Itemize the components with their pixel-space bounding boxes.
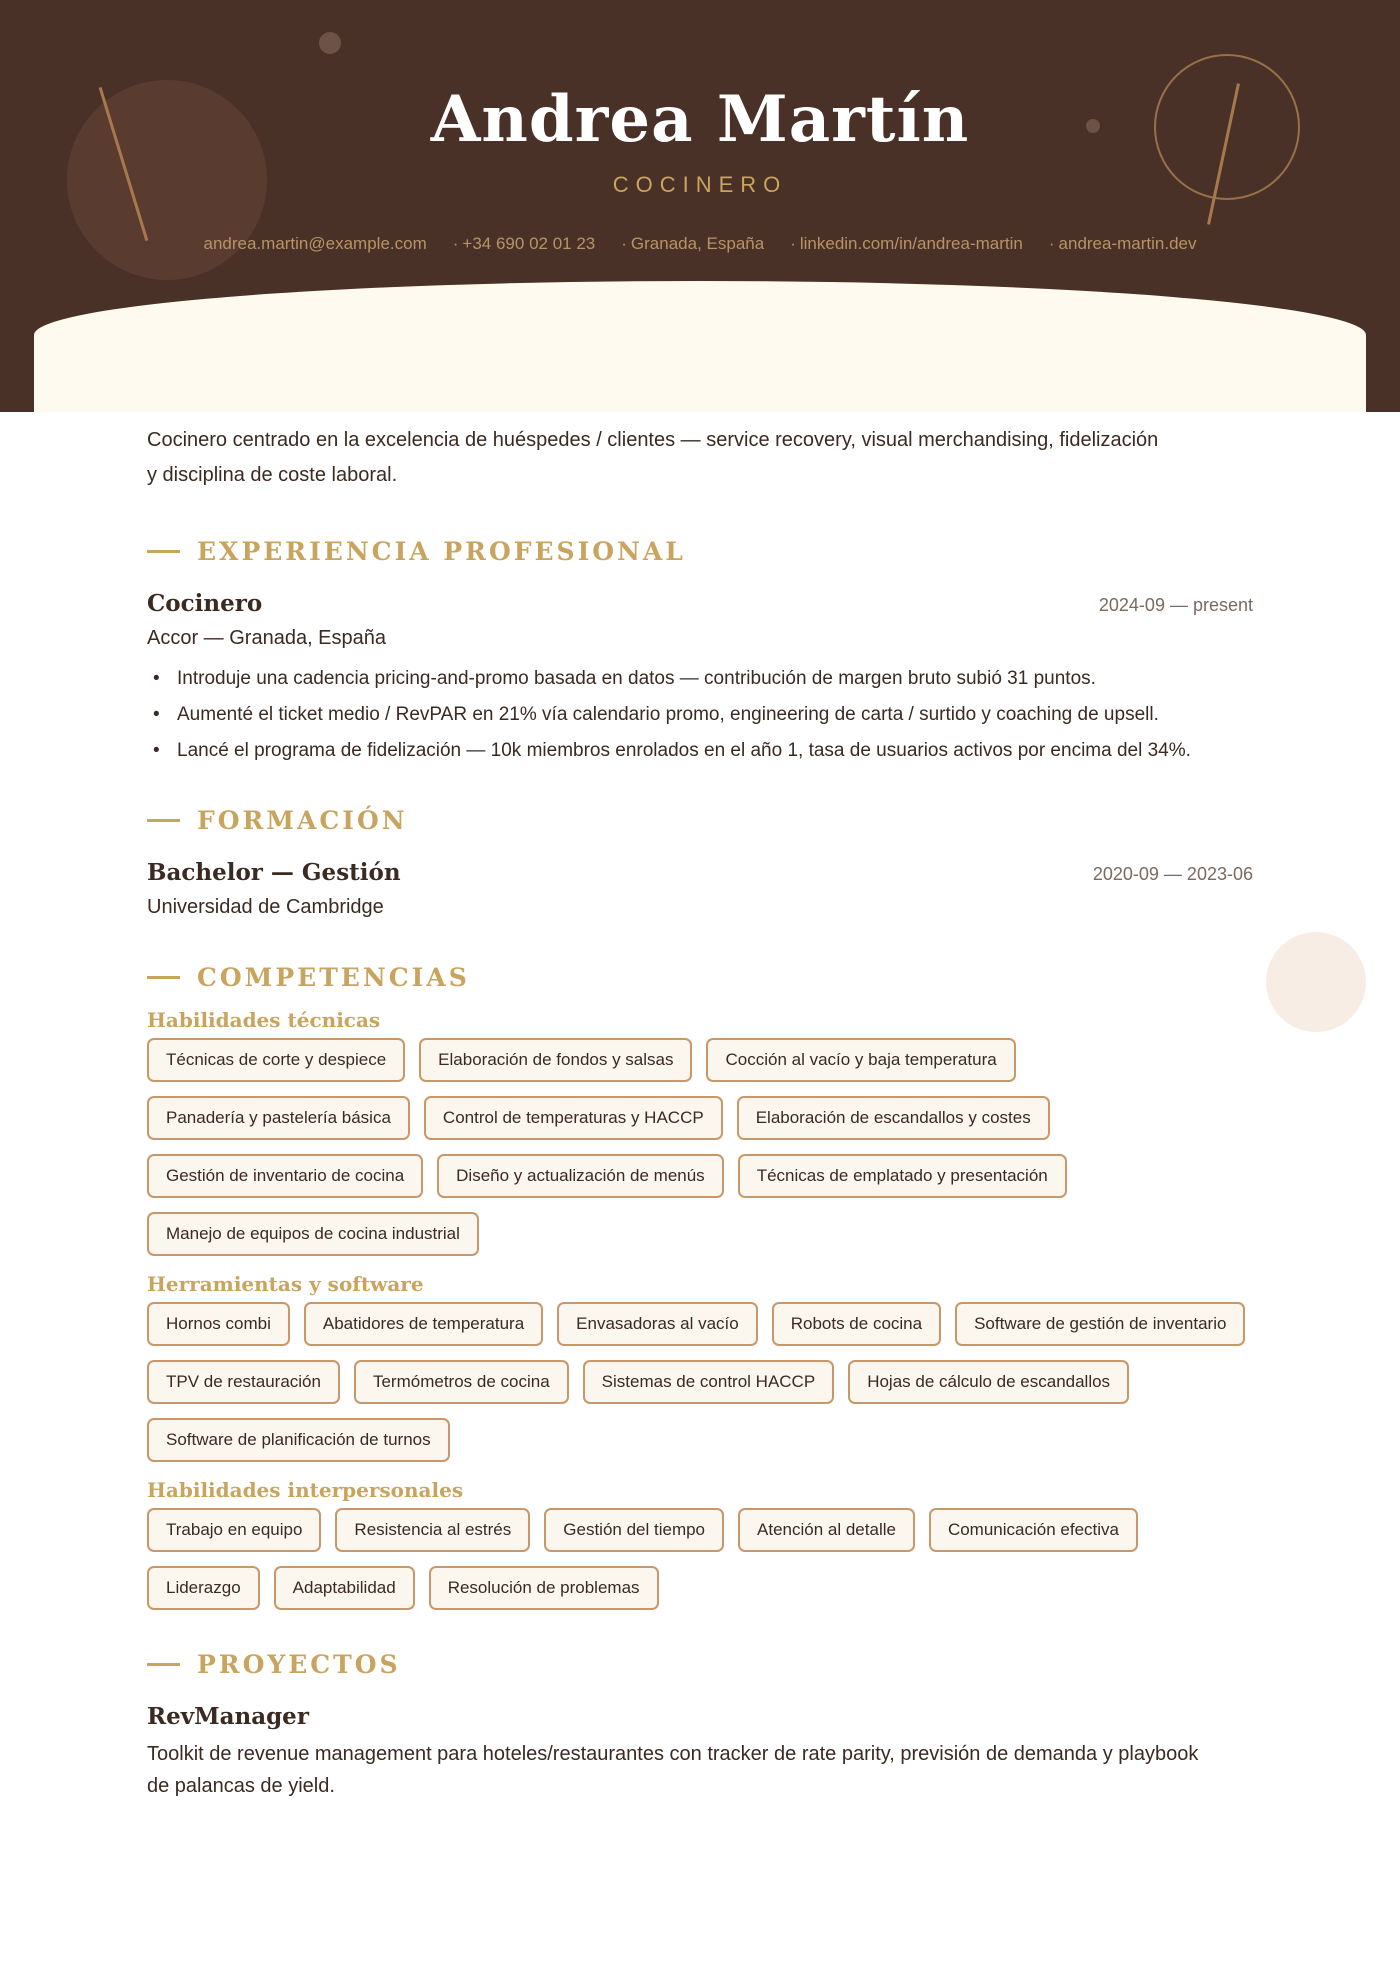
section-education [147,806,1253,835]
section-bar [147,550,180,553]
skill-chip: Envasadoras al vacío [557,1302,758,1346]
list-item: • Lancé el programa de fidelización — 10k miembros enrolados en el año 1, tasa de usuarios activos por encima del 34%. [147,736,1227,766]
list-item: • Aumenté el ticket medio / RevPAR en 21% vía calendario promo, engineering de carta / surtido y coaching de upsell. [147,700,1227,730]
decorative-dot [319,32,341,54]
project-name: RevManager [147,1703,309,1730]
skill-chip: Elaboración de escandallos y costes [737,1096,1050,1140]
education-dates: 2020-09 — 2023-06 [1092,864,1253,884]
skill-chip: Termómetros de cocina [354,1360,569,1404]
skill-chip: Software de planificación de turnos [147,1418,450,1462]
candidate-name: Andrea Martín [430,82,970,157]
skill-chip: Resistencia al estrés [335,1508,530,1552]
contact-location: · Granada, España [621,234,765,253]
skill-chip: Elaboración de fondos y salsas [419,1038,692,1082]
job-position: Cocinero [147,590,263,617]
job-company: Accor — Granada, España [147,627,387,649]
job-header [147,590,1253,617]
education-header [147,859,1253,886]
resume-body [147,420,1253,1802]
section-bar [147,1663,180,1666]
skill-chip: Diseño y actualización de menús [437,1154,724,1198]
project-description: Toolkit de revenue management para hoteles/restaurantes con tracker de rate parity, previsión de demanda y playbook de palancas de yield. [147,1743,1199,1797]
skill-chip: Sistemas de control HACCP [583,1360,835,1404]
skill-chip: Cocción al vacío y baja temperatura [706,1038,1015,1082]
chips-soft [147,1508,1253,1610]
skill-chip: Gestión de inventario de cocina [147,1154,423,1198]
section-title: COMPETENCIAS [197,963,470,992]
school-name: Universidad de Cambridge [147,896,384,918]
section-projects [147,1650,1253,1679]
skill-chip: Resolución de problemas [429,1566,659,1610]
list-item: • Introduje una cadencia pricing-and-promo basada en datos — contribución de margen bruto subió 31 puntos. [147,664,1227,694]
contact-list [0,234,1400,254]
header-wave [34,281,1366,412]
contact-linkedin[interactable]: · linkedin.com/in/andrea-martin [790,234,1023,253]
summary-text: Cocinero centrado en la excelencia de huéspedes / clientes — service recovery, visual merchandising, fidelización y disciplina de coste laboral. [147,429,1159,486]
contact-phone[interactable]: · +34 690 02 01 23 [452,234,596,253]
skill-category-tools: Herramientas y software [147,1272,424,1296]
job-bullets [147,664,1253,766]
contact-email[interactable]: andrea.martin@example.com [203,234,427,253]
skill-chip: Robots de cocina [772,1302,941,1346]
chips-tools [147,1302,1253,1462]
skill-category-technical: Habilidades técnicas [147,1008,381,1032]
skill-chip: Adaptabilidad [274,1566,415,1610]
degree-title: Bachelor — Gestión [147,859,401,886]
skill-chip: Atención al detalle [738,1508,915,1552]
skill-chip: Panadería y pastelería básica [147,1096,410,1140]
skill-chip: Manejo de equipos de cocina industrial [147,1212,479,1256]
section-title: PROYECTOS [197,1650,401,1679]
skill-chip: Control de temperaturas y HACCP [424,1096,723,1140]
section-skills [147,963,1253,992]
skill-chip: Hojas de cálculo de escandallos [848,1360,1129,1404]
skill-chip: Gestión del tiempo [544,1508,724,1552]
section-experience [147,537,1253,566]
skill-chip: Abatidores de temperatura [304,1302,543,1346]
job-dates: 2024-09 — present [1098,595,1253,615]
section-title: EXPERIENCIA PROFESIONAL [197,537,686,566]
skill-chip: Hornos combi [147,1302,290,1346]
skill-category-soft: Habilidades interpersonales [147,1478,464,1502]
skill-chip: Liderazgo [147,1566,260,1610]
decorative-dot [1266,932,1366,1032]
skill-chip: Comunicación efectiva [929,1508,1138,1552]
skill-chip: Trabajo en equipo [147,1508,321,1552]
contact-website[interactable]: · andrea-martin.dev [1048,234,1197,253]
skill-chip: Software de gestión de inventario [955,1302,1245,1346]
candidate-role: COCINERO [612,172,788,197]
skill-chip: Técnicas de emplatado y presentación [738,1154,1067,1198]
skill-chip: TPV de restauración [147,1360,340,1404]
section-bar [147,976,180,979]
project-header [147,1703,1253,1730]
resume-header [0,0,1400,412]
chips-technical [147,1038,1253,1256]
section-bar [147,819,180,822]
skill-chip: Técnicas de corte y despiece [147,1038,405,1082]
section-title: FORMACIÓN [197,806,408,835]
